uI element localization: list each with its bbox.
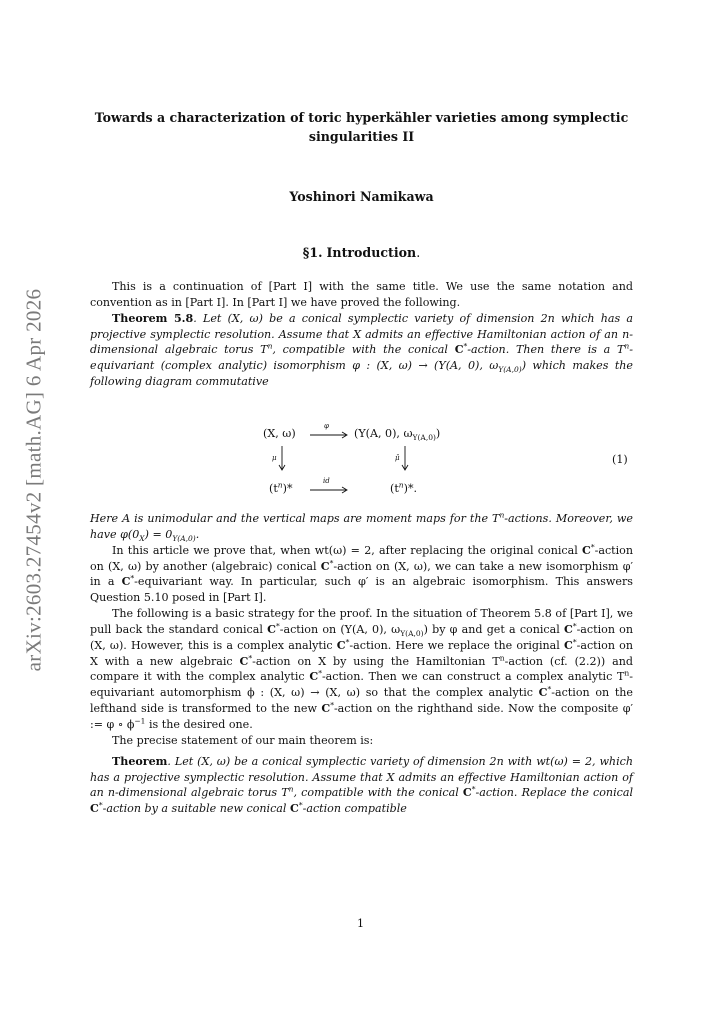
left-down-arrow [277, 446, 287, 472]
title-line-1: Towards a characterization of toric hyperkähler varieties among symplectic [94, 110, 629, 125]
title-line-2: singularities II [308, 129, 415, 144]
id-label: id [323, 477, 330, 485]
mu-bar-label: μ̄ [395, 454, 400, 462]
mu-label: μ [272, 454, 277, 462]
paragraph: This is a continuation of [Part I] with the same title. We use the same notation and convention as in [Part I]. In [Part I] we have proved the following. [90, 280, 633, 309]
right-down-arrow [400, 446, 410, 472]
main-theorem: Theorem. Let (X, ω) be a conical symplectic variety of dimension 2n with wt(ω) = 2, which has a projective symplectic resolution. Assume that X admits an effective Hamiltonian action of an n-dimensional algebraic torus $T^n$, compatible with the conical C*-action. Replace the conical C*-action by a suitable new conical C*-action compatible [90, 754, 633, 816]
commutative-diagram [260, 424, 590, 502]
equation-number: (1) [612, 453, 628, 466]
paper-title [90, 108, 633, 146]
diagram-top-right: (Y(A, 0), $\omega_{Y(A,0)}$) [354, 427, 441, 443]
author-name: Yoshinori Namikawa [289, 189, 434, 204]
theorem-label: Theorem [112, 754, 168, 768]
diagram-bottom-right: $(t^n)*$. [390, 480, 418, 495]
paragraph: The precise statement of our main theorem is: [112, 733, 374, 747]
main-text [90, 511, 633, 817]
top-arrow [310, 431, 350, 439]
section-title: Introduction [326, 245, 417, 260]
section-heading: §1. Introduction. [302, 245, 421, 260]
bottom-arrow [310, 486, 350, 494]
diagram-bottom-left: $(t^n)*$ [269, 480, 293, 495]
arxiv-identifier: arXiv:2603.27454v2 [math.AG] 6 Apr 2026 [21, 288, 46, 672]
diagram-top-left: (X, ω) [263, 427, 296, 440]
theorem-5-8: Theorem 5.8. Let (X, ω) be a conical symplectic variety of dimension 2n which has a projective symplectic resolution. Assume that X admits an effective Hamiltonian action of an n-dimensional algebraic torus $T^n$, compatible with the conical C*-action. Then there is a $T^n$-equivariant (complex analytic) isomorphism φ : (X, ω) → (Y(A, 0), $\omega_{Y(A,0)}$) which makes the following diagram commutative [90, 311, 633, 389]
paragraph: In this article we prove that, when wt(ω) = 2, after replacing the original conical C*-action on (X, ω) by another (algebraic) conical C*-action on (X, ω), we can take a new isomorphism φ′ in a C*-equivariant way. In particular, such φ′ is an algebraic isomorphism. This answers Question 5.10 posed in [Part I]. [90, 542, 633, 605]
diagram-explanation: Here A is unimodular and the vertical maps are moment maps for the $T^n$-actions. Moreover, we have $\varphi(0_X) = 0_{Y(A,0)}$. [90, 510, 633, 544]
section-number: §1. [302, 245, 323, 260]
paragraph: The following is a basic strategy for the proof. In the situation of Theorem 5.8 of [Part I], we pull back the standard conical C*-action on (Y(A, 0), $\omega_{Y(A,0)}$) by φ and get a conical C*-action on (X, ω). However, this is a complex analytic C*-action. Here we replace the original C*-action on X with a new algebraic C*-action on X by using the Hamiltonian $T^n$-action (cf. (2.2)) and compare it with the complex analytic C*-action. Then we can construct a complex analytic $T^n$-equivariant automorphism ϕ : (X, ω) → (X, ω) so that the complex analytic C*-action on the lefthand side is transformed to the new C*-action on the righthand side. Now the composite φ′ := φ ∘ $\phi^{-1}$ is the desired one. [90, 607, 634, 731]
phi-label: φ [324, 422, 329, 430]
intro-text [90, 279, 633, 390]
theorem-label: Theorem 5.8 [112, 311, 194, 325]
page-number: 1 [356, 917, 365, 930]
